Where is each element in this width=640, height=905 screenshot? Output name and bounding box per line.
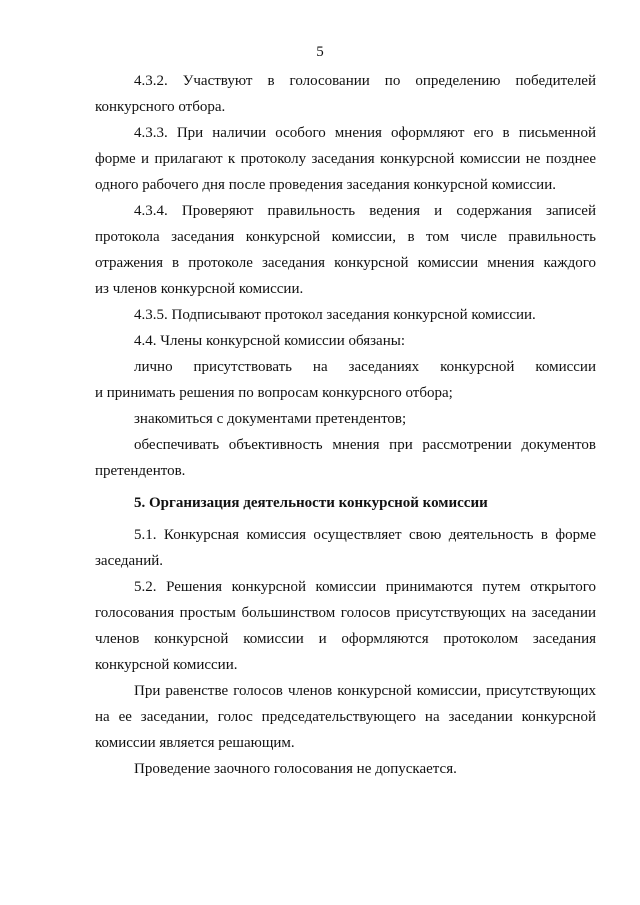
- text-line: претендентов.: [95, 463, 186, 479]
- text-line: комиссии является решающим.: [95, 735, 295, 751]
- text-line: лично присутствовать на заседаниях конкурсной комиссии: [134, 359, 596, 375]
- text-line: протокола заседания конкурсной комиссии, в том числе правильность: [95, 229, 596, 245]
- text-line: отражения в протоколе заседания конкурсной комиссии мнения каждого: [95, 255, 596, 271]
- text-line: 4.3.3. При наличии особого мнения оформляют его в письменной: [134, 125, 596, 141]
- text-line: 5.2. Решения конкурсной комиссии принимаются путем открытого: [134, 579, 596, 595]
- text-line: Проведение заочного голосования не допускается.: [134, 761, 457, 777]
- page-number: 5: [316, 44, 324, 60]
- text-line: 4.4. Члены конкурсной комиссии обязаны:: [134, 333, 405, 349]
- text-line: конкурсного отбора.: [95, 99, 226, 115]
- text-line: 4.3.4. Проверяют правильность ведения и содержания записей: [134, 203, 596, 219]
- text-line: обеспечивать объективность мнения при рассмотрении документов: [134, 437, 596, 453]
- text-line: знакомиться с документами претендентов;: [134, 411, 407, 427]
- text-line: 4.3.5. Подписывают протокол заседания конкурсной комиссии.: [134, 307, 536, 323]
- text-line: на ее заседании, голос председательствующего на заседании конкурсной: [95, 709, 596, 725]
- text-line: заседаний.: [95, 553, 164, 569]
- text-line: форме и прилагают к протоколу заседания конкурсной комиссии не позднее: [95, 151, 596, 167]
- text-line: членов конкурсной комиссии и оформляются протоколом заседания: [95, 631, 596, 647]
- text-line: конкурсной комиссии.: [95, 657, 238, 673]
- text-line: 4.3.2. Участвуют в голосовании по определению победителей: [134, 73, 596, 89]
- text-line: 5.1. Конкурсная комиссия осуществляет свою деятельность в форме: [134, 527, 596, 543]
- text-line: одного рабочего дня после проведения заседания конкурсной комиссии.: [95, 177, 556, 193]
- text-line: голосования простым большинством голосов присутствующих на заседании: [95, 605, 596, 621]
- text-line: и принимать решения по вопросам конкурсного отбора;: [95, 385, 453, 401]
- section-heading: 5. Организация деятельности конкурсной комиссии: [134, 495, 488, 511]
- text-line: При равенстве голосов членов конкурсной комиссии, присутствующих: [134, 683, 596, 699]
- text-line: из членов конкурсной комиссии.: [95, 281, 304, 297]
